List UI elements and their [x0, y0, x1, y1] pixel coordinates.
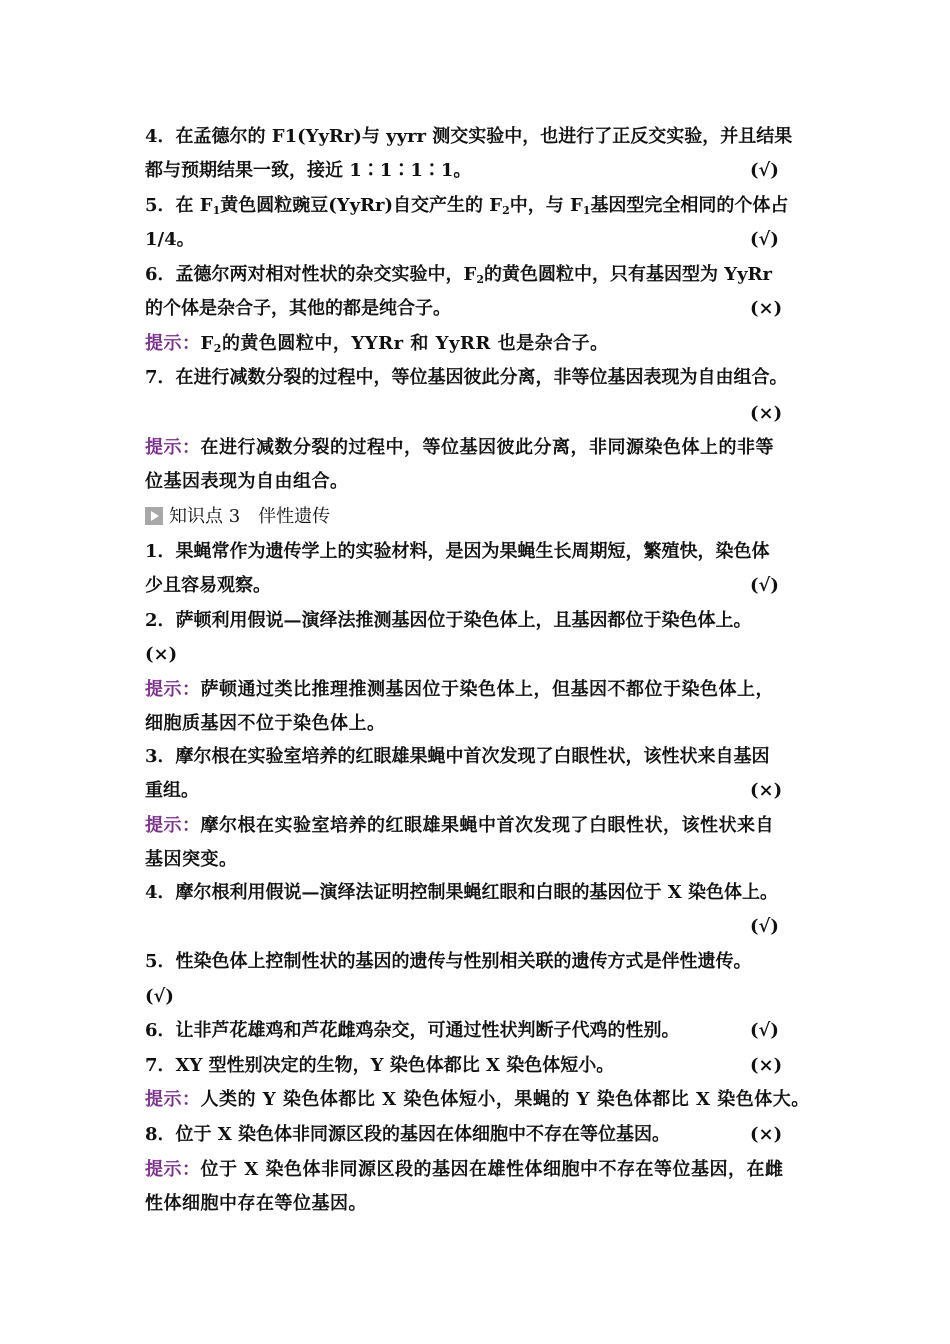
- section-title: 知识点 3 伴性遗传: [145, 500, 815, 534]
- hint-6: 提示：$F_2$的黄色圆粒中，YYRr 和 YyRR 也是杂合子。: [145, 333, 609, 355]
- s-item-5-line-1: 5．性染色体上控制性状的基因的遗传与性别相关联的遗传方式是伴性遗传。: [145, 951, 752, 972]
- item-5-line-1: 5．在 $F_1$黄色圆粒豌豆(YyRr)自交产生的 $F_2$中，与 $F_1$基因型完全相同的个体占: [145, 195, 789, 217]
- answer-mark: (×): [750, 780, 783, 801]
- hint-label: 提示：: [145, 333, 201, 354]
- answer-mark: (×): [750, 298, 783, 319]
- answer-mark: (√): [750, 1020, 779, 1041]
- hint-s8-line-1: 提示：位于 X 染色体非同源区段的基因在雄性体细胞中不存在等位基因，在雌: [145, 1159, 784, 1180]
- s-item-3-line-2: 重组。: [145, 780, 199, 801]
- answer-mark: (√): [750, 229, 779, 250]
- item-4-line-1: 4．在孟德尔的 F1(YyRr)与 yyrr 测交实验中，也进行了正反交实验，并且结果: [145, 126, 793, 147]
- item-5-line-2: 1/4。: [145, 229, 195, 250]
- hint-s7: 提示：人类的 Y 染色体都比 X 染色体短小，果蝇的 Y 染色体都比 X 染色体大。: [145, 1089, 810, 1110]
- hint-label: 提示：: [145, 679, 201, 700]
- item-7-line-1: 7．在进行减数分裂的过程中，等位基因彼此分离，非等位基因表现为自由组合。: [145, 367, 788, 388]
- hint-label: 提示：: [145, 815, 201, 836]
- answer-mark: (×): [750, 403, 783, 424]
- answer-mark: (√): [750, 575, 779, 596]
- answer-mark: (√): [750, 916, 779, 937]
- answer-mark: (√): [145, 986, 174, 1007]
- answer-mark: (√): [750, 160, 779, 181]
- s-item-5-mark-line: [145, 980, 815, 1014]
- s-item-1-line-2: 少且容易观察。: [145, 575, 271, 596]
- s-item-8-line-1: 8．位于 X 染色体非同源区段的基因在体细胞中不存在等位基因。: [145, 1124, 671, 1145]
- s-item-3-line-1: 3．摩尔根在实验室培养的红眼雄果蝇中首次发现了白眼性状，该性状来自基因: [145, 746, 770, 767]
- hint-s2-line-2: 细胞质基因不位于染色体上。: [145, 713, 386, 734]
- s-item-2-mark-line: [145, 638, 815, 672]
- hint-label: 提示：: [145, 1089, 201, 1110]
- item-4-line-2: 都与预期结果一致，接近 1∶1∶1∶1。: [145, 160, 472, 181]
- s-item-2-line-1: 2．萨顿利用假说—演绎法推测基因位于染色体上，且基因都位于染色体上。: [145, 610, 752, 631]
- hint-s2-line-1: 提示：萨顿通过类比推理推测基因位于染色体上，但基因不都位于染色体上，: [145, 679, 774, 700]
- play-icon: [145, 507, 163, 525]
- item-6-line-2: 的个体是杂合子，其他的都是纯合子。: [145, 298, 451, 319]
- hint-label: 提示：: [145, 437, 201, 458]
- hint-s3-line-1: 提示：摩尔根在实验室培养的红眼雄果蝇中首次发现了白眼性状，该性状来自: [145, 815, 774, 836]
- s-item-1-line-1: 1．果蝇常作为遗传学上的实验材料，是因为果蝇生长周期短，繁殖快，染色体: [145, 541, 770, 562]
- s-item-6-line-1: 6．让非芦花雄鸡和芦花雌鸡杂交，可通过性状判断子代鸡的性别。: [145, 1020, 680, 1041]
- hint-7-line-1: 提示：在进行减数分裂的过程中，等位基因彼此分离，非同源染色体上的非等: [145, 437, 774, 458]
- answer-mark: (×): [145, 644, 178, 665]
- hint-7-line-2: 位基因表现为自由组合。: [145, 471, 349, 492]
- hint-s3-line-2: 基因突变。: [145, 849, 238, 870]
- s-item-7-line-1: 7．XY 型性别决定的生物，Y 染色体都比 X 染色体短小。: [145, 1055, 615, 1076]
- hint-s8-line-2: 性体细胞中存在等位基因。: [145, 1193, 367, 1214]
- item-6-line-1: 6．孟德尔两对相对性状的杂交实验中，$F_2$的黄色圆粒中，只有基因型为 YyRr: [145, 264, 772, 286]
- s-item-4-line-1: 4．摩尔根利用假说—演绎法证明控制果蝇红眼和白眼的基因位于 X 染色体上。: [145, 882, 779, 903]
- answer-mark: (×): [750, 1124, 783, 1145]
- answer-mark: (×): [750, 1055, 783, 1076]
- hint-label: 提示：: [145, 1159, 201, 1180]
